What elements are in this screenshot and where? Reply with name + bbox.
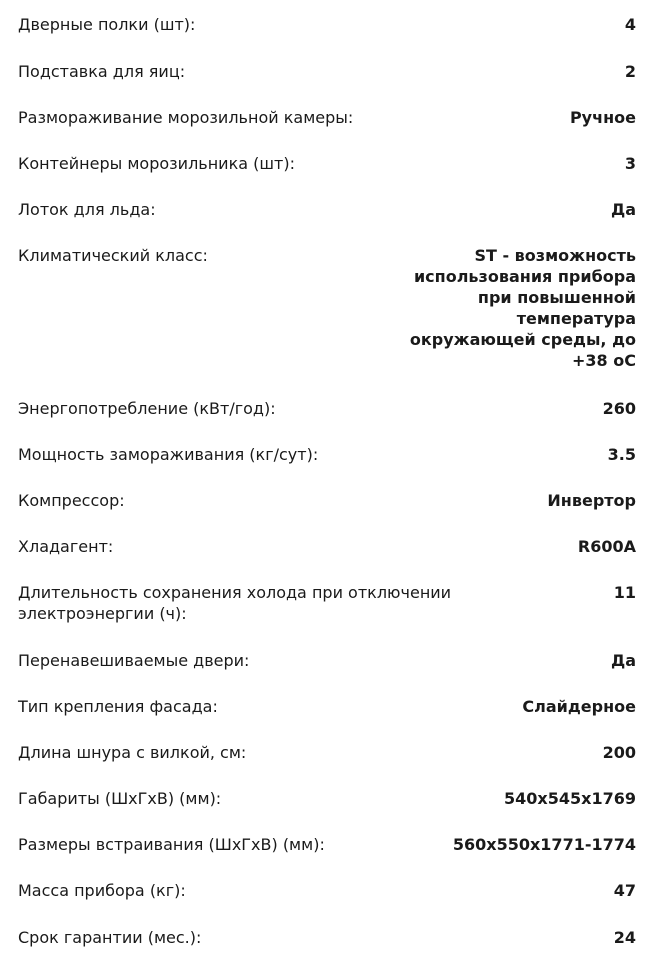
spec-label: Длина шнура с вилкой, см: [18,743,247,762]
spec-label: Лоток для льда: [18,200,156,219]
spec-label: Масса прибора (кг): [18,881,186,900]
spec-value: Ручное [569,108,636,127]
spec-row-reversible-doors [18,650,636,671]
spec-row-facade-mount [18,696,636,717]
spec-value: 540х545х1769 [504,789,636,808]
spec-value: Инвертор [547,491,636,510]
spec-row-compressor [18,490,636,511]
spec-row-refrigerant [18,536,636,557]
spec-value: 4 [624,15,636,34]
spec-row-freezer-containers [18,153,636,174]
spec-row-weight [18,880,636,901]
spec-value: 3.5 [607,445,636,464]
spec-label: Размеры встраивания (ШхГхВ) (мм): [18,835,325,854]
spec-row-cord-length [18,742,636,763]
spec-label: Дверные полки (шт): [18,15,196,34]
spec-row-climate-class [18,245,636,371]
spec-row-dimensions [18,788,636,809]
spec-row-cold-retention [18,582,636,624]
spec-value: 200 [602,743,636,762]
spec-value: Да [610,200,636,219]
spec-value: Слайдерное [522,697,636,716]
spec-value: 24 [613,928,636,947]
spec-row-freezer-defrost [18,107,636,128]
spec-value: 260 [602,399,636,418]
spec-label: Контейнеры морозильника (шт): [18,154,295,173]
spec-row-installation-dimensions [18,834,636,855]
spec-label: Срок гарантии (мес.): [18,928,202,947]
spec-label: Энергопотребление (кВт/год): [18,399,276,418]
spec-label: Перенавешиваемые двери: [18,651,250,670]
spec-value: Да [610,651,636,670]
spec-label: Длительность сохранения холода при отключении электроэнергии (ч): [18,583,452,623]
spec-row-energy-consumption [18,398,636,419]
spec-label: Хладагент: [18,537,114,556]
spec-value: 2 [624,62,636,81]
spec-value: 3 [624,154,636,173]
spec-value: 560x550x1771-1774 [452,835,636,854]
spec-value: 11 [613,583,636,602]
spec-value: R600A [577,537,636,556]
spec-label: Климатический класс: [18,246,208,265]
spec-row-ice-tray [18,199,636,220]
spec-label: Габариты (ШхГхВ) (мм): [18,789,222,808]
spec-value: ST - возможность использования прибора при повышенной температура окружающей среды, до +38 оС [409,246,636,370]
spec-row-egg-tray [18,61,636,82]
spec-label: Размораживание морозильной камеры: [18,108,354,127]
spec-label: Тип крепления фасада: [18,697,218,716]
spec-row-door-shelves [18,14,636,35]
spec-row-warranty [18,927,636,948]
spec-label: Мощность замораживания (кг/сут): [18,445,319,464]
spec-label: Компрессор: [18,491,125,510]
spec-label: Подставка для яиц: [18,62,186,81]
spec-row-freezing-capacity [18,444,636,465]
spec-value: 47 [613,881,636,900]
